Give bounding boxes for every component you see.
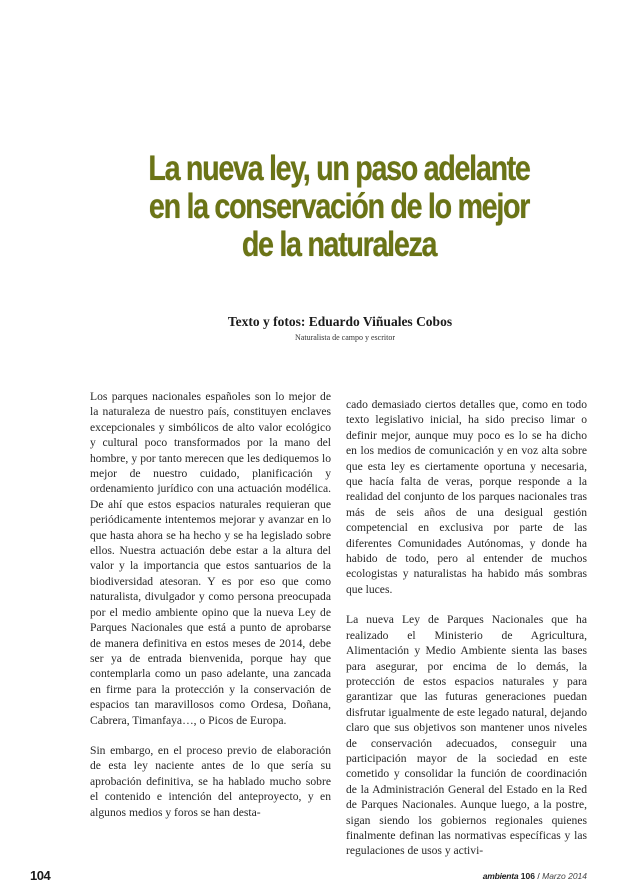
- author-role: Naturalista de campo y escritor: [295, 333, 395, 342]
- paragraph: cado demasiado ciertos detalles que, como en todo texto legislativo inicial, ha sido preciso limar o definir mejor, aunque muy poco es lo se ha dicho en los medios de comunicación y en voz alta sobre que esta ley es ciertamente oportuna y necesaria, que hacía falta de veras, porque responde a la realidad del conjunto de los parques nacionales tras más de seis años de una desigual gestión competencial en exclusiva por parte de las diferentes Comunidades Autónomas, y donde ha habido de todo, pero al entender de muchos ecologistas y naturalistas ha habido más sombras que luces.: [346, 398, 587, 596]
- magazine-brand: ambienta: [482, 871, 519, 881]
- issue-date: Marzo 2014: [542, 871, 587, 881]
- issue-number: 106: [520, 871, 535, 881]
- paragraph: Los parques nacionales españoles son lo mejor de la naturaleza de nuestro país, constituyen enclaves excepcionales y simbólicos de alto valor ecológico y cultural poco transformados por la mano del hombre, y por tanto merecen que les dediquemos lo mejor de nuestro cuidado, planificación y ordenamiento jurídico con una actuación modélica. De ahí que estos espacios naturales requieran que periódicamente intentemos mejorar y avanzar en lo que hasta ahora se ha hecho y se ha legislado sobre ellos. Nuestra actuación debe estar a la altura del valor y la importancia que estos santuarios de la biodiversidad atesoran. Y es por eso que como naturalista, divulgador y como persona preocupada por el medio ambiente opino que la nueva Ley de Parques Nacionales que está a punto de aprobarse de manera definitiva en estos meses de 2014, debe ser ya de entrada bienvenida, porque hay que contemplarla como un paso adelante, una zancada en firme para la protección y la conservación de espacios tan maravillosos como Ordesa, Doñana, Cabrera, Timanfaya…, o Picos de Europa.: [90, 390, 331, 727]
- paragraph: La nueva Ley de Parques Nacionales que ha realizado el Ministerio de Agricultura, Alimentación y Medio Ambiente sienta las bases para asegurar, por encima de lo demás, la protección de estos espacios naturales y para garantizar que las futuras generaciones puedan disfrutar igualmente de este legado natural, dejando claro que sus objetivos son mantener unos niveles de conservación adecuados, conseguir una participación mayor de la sociedad en este cometido y consolidar la función de coordinación de la Administración General del Estado en la Red de Parques Nacionales. Aunque luego, a la postre, sigan siendo los gobiernos regionales quienes finalmente definan las normativas específicas y las regulaciones de usos y activi-: [346, 613, 587, 858]
- author-byline: Texto y fotos: Eduardo Viñuales Cobos: [227, 314, 453, 329]
- footer-separator: /: [537, 871, 540, 881]
- right-text-column: [346, 397, 587, 859]
- title-line-3: de la naturaleza: [241, 225, 437, 264]
- paragraph: Sin embargo, en el proceso previo de elaboración de esta ley naciente antes de lo que sería su aprobación definitiva, se ha hablado mucho sobre el contenido e intención del anteproyecto, y en algunos medios y foros se han desta-: [90, 743, 331, 819]
- magazine-footer: [483, 871, 587, 881]
- left-text-column: [90, 389, 331, 820]
- title-line-1: La nueva ley, un paso adelante: [148, 149, 530, 188]
- title-line-2: en la conservación de lo mejor: [148, 187, 530, 226]
- page-number: 104: [30, 868, 51, 883]
- article-title: [100, 150, 578, 264]
